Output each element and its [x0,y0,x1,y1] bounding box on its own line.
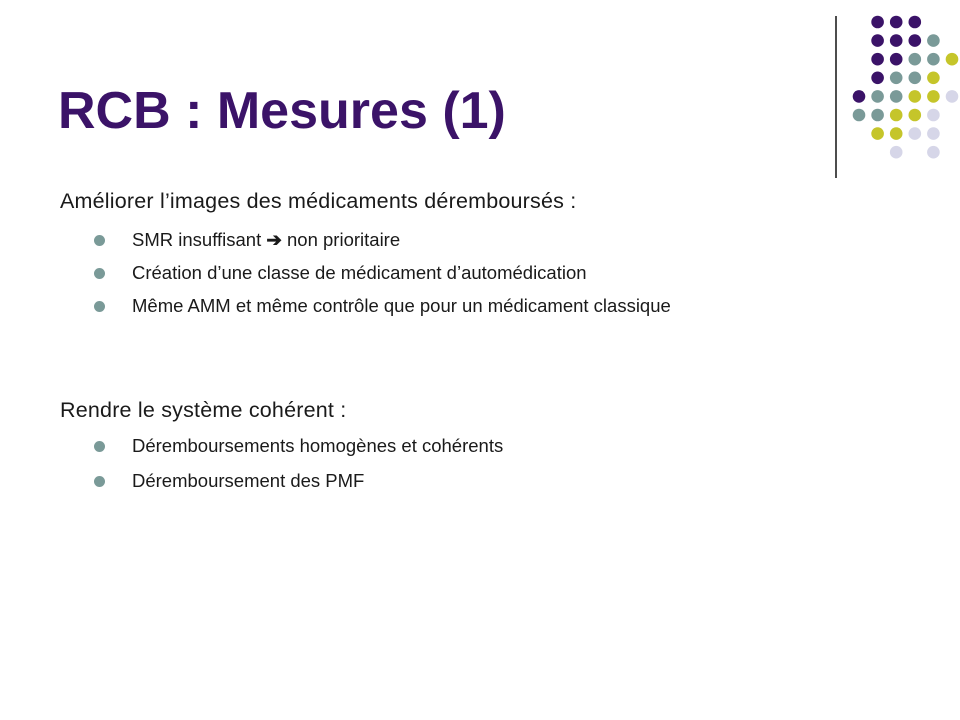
lavender-dot [909,127,922,140]
bullet-list [60,435,800,492]
bullet-item [60,229,800,251]
bullet-dot-icon [94,301,105,312]
lavender-dot [927,127,940,140]
lime-dot [909,90,922,103]
section-heading: Rendre le système cohérent : [60,398,347,422]
vertical-divider [835,16,837,178]
purple-dot [909,16,922,29]
purple-dot [871,34,884,47]
purple-dot [890,16,903,29]
purple-dot [909,34,922,47]
bullet-text: Déremboursement des PMF [132,470,365,491]
teal-dot [871,109,884,122]
teal-dot [890,90,903,103]
bullet-item [60,295,800,317]
lavender-dot [927,109,940,122]
purple-dot [871,16,884,29]
purple-dot [853,90,866,103]
teal-dot [909,53,922,66]
bullet-item [60,435,800,457]
bullet-dot-icon [94,476,105,487]
slide-title: RCB : Mesures (1) [58,82,506,140]
lavender-dot [946,90,959,103]
lime-dot [909,109,922,122]
lavender-dot [927,146,940,159]
bullet-text: Même AMM et même contrôle que pour un médicament classique [132,295,671,316]
bullet-dot-icon [94,441,105,452]
section-heading: Améliorer l’images des médicaments déremboursés : [60,189,577,213]
lime-dot [871,127,884,140]
lime-dot [927,72,940,85]
bullet-item [60,262,800,284]
teal-dot [927,34,940,47]
bullet-text-after: non prioritaire [281,229,401,250]
bullet-item [60,470,800,492]
teal-dot [871,90,884,103]
lime-dot [890,127,903,140]
teal-dot [909,72,922,85]
bullet-dot-icon [94,235,105,246]
bullet-text: Déremboursements homogènes et cohérents [132,435,504,456]
section-ameliorer-image [60,187,800,328]
purple-dot [890,34,903,47]
lavender-dot [890,146,903,159]
teal-dot [890,72,903,85]
section-systeme-coherent [60,396,800,505]
purple-dot [890,53,903,66]
lime-dot [946,53,959,66]
teal-dot [853,109,866,122]
right-arrow-icon: ➔ [266,229,282,250]
bullet-dot-icon [94,268,105,279]
bullet-text-before: SMR insuffisant [132,229,267,250]
lime-dot [927,90,940,103]
teal-dot [927,53,940,66]
purple-dot [871,53,884,66]
bullet-list [60,229,800,317]
lime-dot [890,109,903,122]
bullet-text: Création d’une classe de médicament d’automédication [132,262,587,283]
purple-dot [871,72,884,85]
